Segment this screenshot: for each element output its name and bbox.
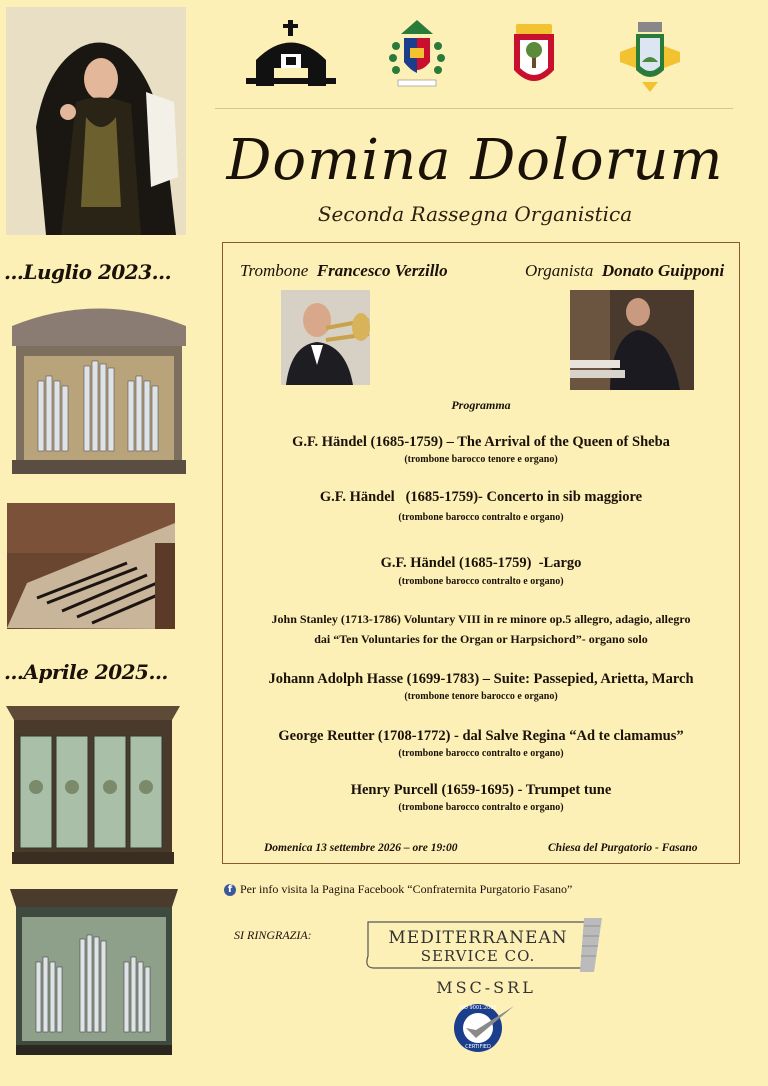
- organ-photo-2: [6, 877, 182, 1055]
- trombone-role: Trombone: [240, 261, 309, 280]
- program-item-title: G.F. Händel (1685-1759) – The Arrival of the Queen of Sheba: [292, 434, 670, 450]
- cert-top: ISO 9001:2008: [459, 1005, 497, 1011]
- sponsor-sub: MSC-SRL: [436, 978, 536, 997]
- program-item-note: (trombone tenore barocco e organo): [404, 691, 558, 702]
- facebook-info[interactable]: [224, 882, 572, 897]
- sponsor-line2: SERVICE CO.: [420, 947, 536, 965]
- program-item-3: [222, 555, 740, 587]
- organ-role: Organista: [525, 261, 594, 280]
- cert-bottom: CERTIFIED: [465, 1044, 491, 1050]
- bishop-coat-of-arms-icon: [388, 18, 446, 90]
- page-subtitle: Seconda Rassegna Organistica: [317, 202, 633, 226]
- organ-photo-1: [2, 296, 196, 484]
- program-item-6: [222, 728, 740, 759]
- thanks-label: SI RINGRAZIA:: [234, 928, 312, 942]
- organ-keyboard-photo: [7, 503, 175, 629]
- program-item-note: (trombone barocco contralto e organo): [398, 512, 564, 523]
- trombone-performer: [240, 261, 448, 281]
- header-divider: [215, 108, 733, 109]
- trombone-name: Francesco Verzillo: [316, 261, 448, 280]
- program-item-7: [222, 782, 740, 813]
- sponsor-logo: [366, 916, 604, 974]
- program-item-title: John Stanley (1713-1786) Voluntary VIII in re minore op.5 allegro, adagio, allegro: [271, 612, 691, 626]
- program-item-5: [222, 671, 740, 702]
- organ-cabinet-photo: [4, 692, 182, 867]
- program-item-title: Johann Adolph Hasse (1699-1783) – Suite: Passepied, Arietta, March: [268, 671, 694, 687]
- programma-heading: Programma: [451, 398, 511, 412]
- program-item-note: (trombone barocco contralto e organo): [398, 802, 564, 813]
- organ-performer: [525, 261, 724, 281]
- program-item-4: [222, 612, 740, 647]
- program-item-note: (trombone barocco tenore e organo): [404, 454, 558, 465]
- madonna-statue-photo: [6, 7, 186, 235]
- event-datetime: Domenica 13 settembre 2026 – ore 19:00: [264, 842, 458, 854]
- trombonist-photo: [281, 290, 370, 385]
- program-item-note: (trombone barocco contralto e organo): [398, 748, 564, 759]
- region-puglia-emblem-icon: [512, 22, 556, 92]
- facebook-info-text: Per info visita la Pagina Facebook “Confraternita Purgatorio Fasano”: [240, 882, 573, 896]
- facebook-icon: f: [224, 884, 236, 896]
- organ-name: Donato Guipponi: [601, 261, 725, 280]
- program-item-title-2: dai “Ten Voluntaries for the Organ or Harpsichord”- organo solo: [314, 632, 648, 646]
- date-april-2025: ...Aprile 2025...: [4, 660, 168, 684]
- sponsor-line1: MEDITERRANEAN: [388, 928, 568, 948]
- program-item-1: [222, 434, 740, 465]
- city-coat-of-arms-icon: [620, 22, 680, 94]
- page-title: Domina Dolorum: [226, 128, 724, 193]
- program-item-2: [222, 489, 740, 523]
- program-item-title: G.F. Händel (1685-1759) -Largo: [380, 555, 582, 571]
- event-venue: Chiesa del Purgatorio - Fasano: [548, 842, 698, 854]
- iso-certified-badge: [452, 1002, 516, 1054]
- program-item-note: (trombone barocco contralto e organo): [398, 576, 564, 587]
- date-july-2023: ...Luglio 2023...: [4, 260, 172, 284]
- program-item-title: Henry Purcell (1659-1695) - Trumpet tune: [350, 782, 612, 798]
- organist-photo: [570, 290, 694, 390]
- program-item-title: G.F. Händel (1685-1759)- Concerto in sib maggiore: [319, 489, 643, 505]
- church-logo: [246, 20, 336, 90]
- program-item-title: George Reutter (1708-1772) - dal Salve Regina “Ad te clamamus”: [278, 728, 684, 744]
